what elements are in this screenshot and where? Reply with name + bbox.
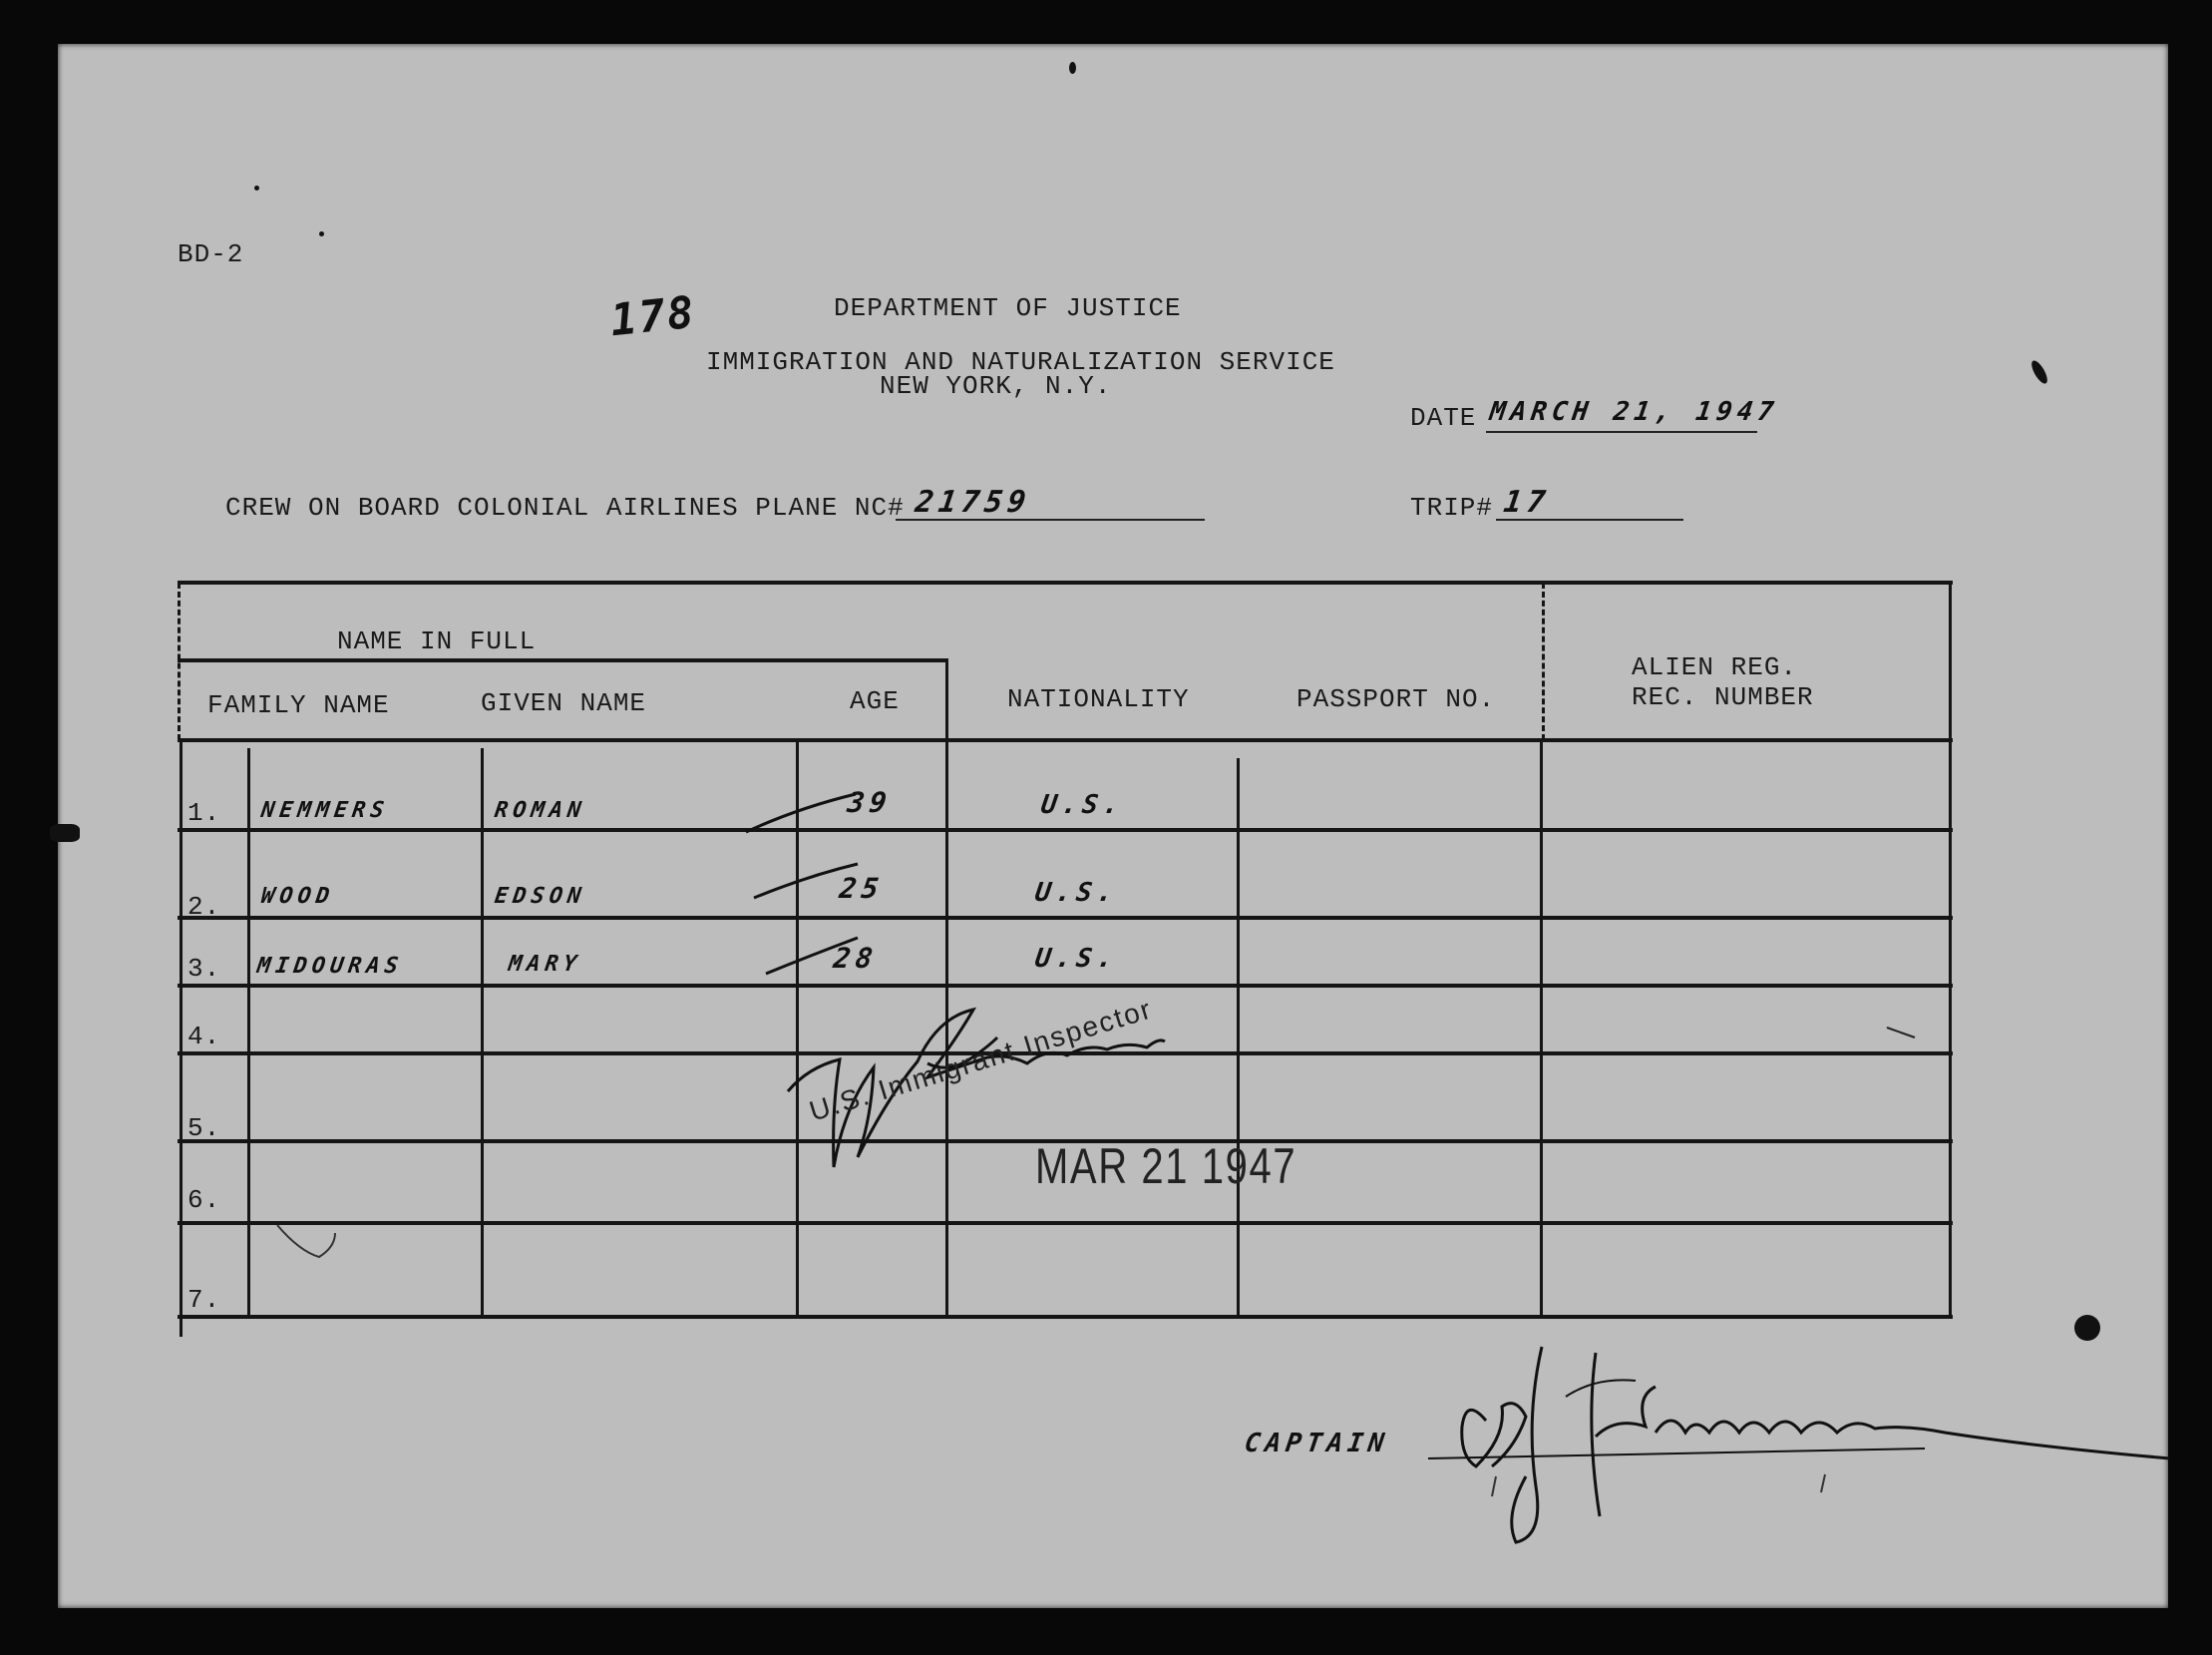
- service-title: IMMIGRATION AND NATURALIZATION SERVICE: [706, 347, 1335, 377]
- rec-number-header: REC. NUMBER: [1632, 682, 1814, 712]
- plane-number: 21759: [913, 485, 1033, 520]
- alien-reg-header: ALIEN REG.: [1632, 652, 1798, 682]
- ink-speck: [319, 231, 324, 236]
- family-name-header: FAMILY NAME: [207, 690, 390, 720]
- row-given-name: EDSON: [493, 884, 587, 909]
- ink-blot: [2074, 1315, 2100, 1341]
- page-number: 178: [607, 286, 698, 347]
- passport-header: PASSPORT NO.: [1296, 684, 1496, 714]
- row-family-name: WOOD: [259, 884, 336, 909]
- row-age: 25: [837, 872, 887, 905]
- row-number: 4.: [187, 1022, 221, 1051]
- row-nationality: U.S.: [1032, 944, 1120, 974]
- row-number: 1.: [187, 798, 221, 828]
- row-given-name: ROMAN: [493, 798, 587, 823]
- row-age: 39: [845, 786, 895, 819]
- row-number: 7.: [187, 1285, 221, 1315]
- location: NEW YORK, N.Y.: [880, 371, 1112, 401]
- trip-value: 17: [1501, 485, 1553, 520]
- row-nationality: U.S.: [1032, 878, 1120, 908]
- row-number: 3.: [187, 954, 221, 984]
- crew-label: CREW ON BOARD COLONIAL AIRLINES PLANE NC#: [225, 493, 905, 523]
- row-family-name: MIDOURAS: [255, 954, 405, 979]
- trip-label: TRIP#: [1410, 493, 1494, 523]
- row-family-name: NEMMERS: [259, 798, 391, 823]
- row-number: 5.: [187, 1113, 221, 1143]
- row-number: 2.: [187, 892, 221, 922]
- age-header: AGE: [850, 686, 900, 716]
- row-age: 28: [831, 942, 881, 975]
- nationality-header: NATIONALITY: [1007, 684, 1190, 714]
- given-name-header: GIVEN NAME: [481, 688, 647, 718]
- row-given-name: MARY: [507, 952, 583, 977]
- inspector-stamp-date: MAR 21 1947: [1035, 1138, 1297, 1194]
- captain-label: CAPTAIN: [1242, 1429, 1391, 1458]
- department-title: DEPARTMENT OF JUSTICE: [834, 293, 1182, 323]
- form-code: BD-2: [178, 239, 244, 269]
- row-number: 6.: [187, 1185, 221, 1215]
- date-label: DATE: [1410, 403, 1477, 433]
- ink-speck: [254, 186, 259, 191]
- date-value: MARCH 21, 1947: [1487, 397, 1781, 427]
- name-in-full-header: NAME IN FULL: [337, 626, 537, 656]
- paper-tear: [50, 824, 80, 842]
- row-nationality: U.S.: [1038, 790, 1126, 820]
- ink-speck: [1069, 62, 1076, 74]
- inspector-stamp-title: U.S. Immigrant Inspector: [806, 993, 1157, 1127]
